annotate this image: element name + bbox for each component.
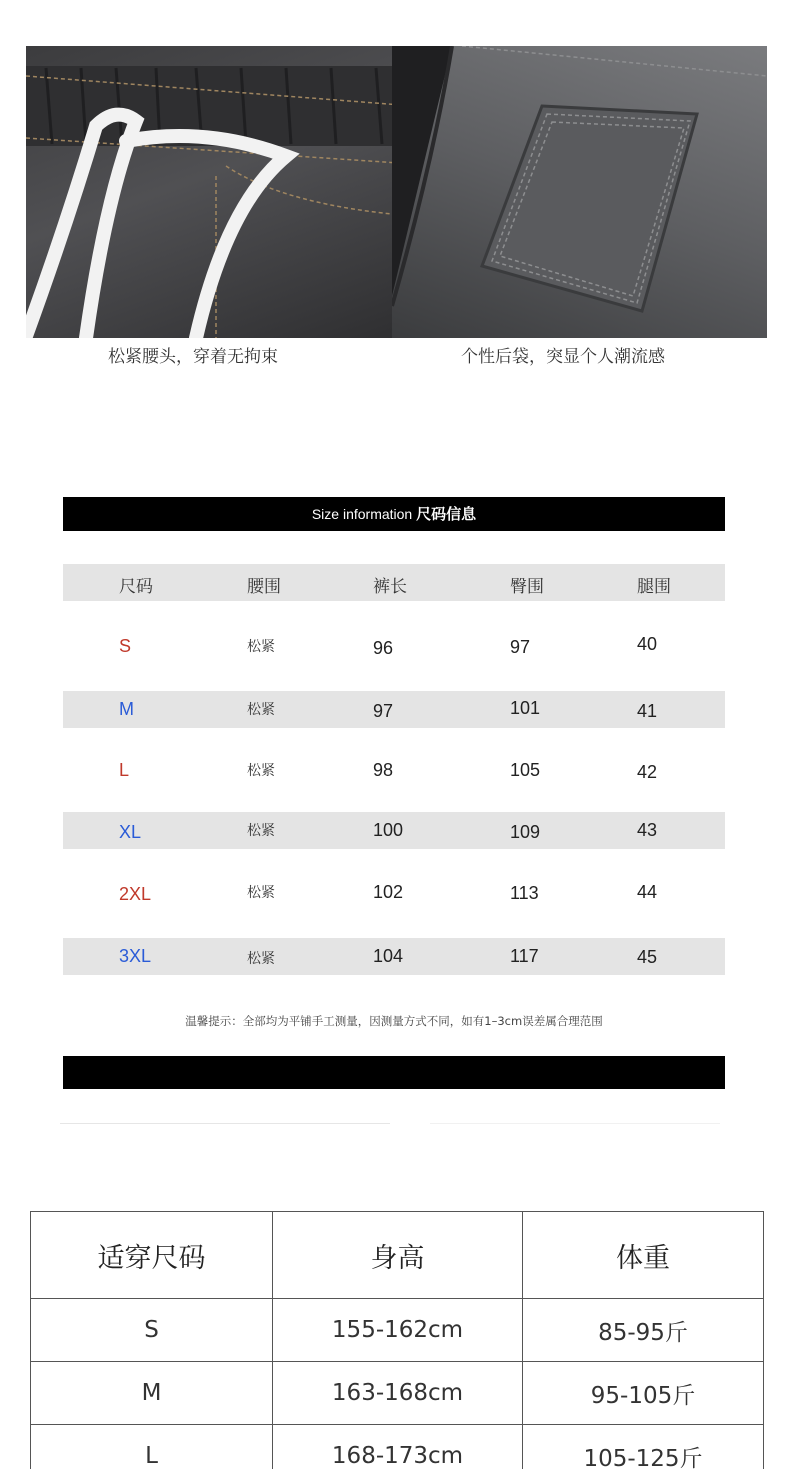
header-hip: 臀围 <box>510 577 544 597</box>
table-row <box>31 1425 764 1469</box>
waistband-photo <box>26 46 414 338</box>
waist-value: 松紧 <box>247 951 275 967</box>
fit-table <box>30 1211 764 1469</box>
size-label: M <box>119 699 134 719</box>
hip-value: 101 <box>510 698 541 718</box>
waist-value: 松紧 <box>247 763 275 779</box>
fit-weight: 105-125斤 <box>523 1425 764 1469</box>
size-info-header <box>63 497 725 531</box>
header-length: 裤长 <box>373 577 407 597</box>
fit-size: S <box>31 1299 273 1362</box>
fit-height: 163-168cm <box>273 1362 523 1425</box>
leg-value: 41 <box>637 701 658 721</box>
back-pocket-caption: 个性后袋，突显个人潮流感 <box>461 347 665 367</box>
leg-value: 42 <box>637 762 658 782</box>
leg-value: 44 <box>637 882 658 902</box>
waistband-caption: 松紧腰头，穿着无拘束 <box>108 347 278 367</box>
waist-value: 松紧 <box>247 639 275 655</box>
table-row <box>31 1362 764 1425</box>
header-height: 身高 <box>273 1212 523 1299</box>
leg-value: 40 <box>637 634 658 654</box>
fit-size: M <box>31 1362 273 1425</box>
waist-value: 松紧 <box>247 702 275 718</box>
size-table-header-row <box>63 564 725 601</box>
header-leg: 腿围 <box>637 577 671 597</box>
fit-weight: 95-105斤 <box>523 1362 764 1425</box>
size-label: 2XL <box>119 884 152 904</box>
size-info-title-en: Size information <box>311 506 413 522</box>
back-pocket-photo <box>392 46 767 338</box>
hip-value: 97 <box>510 637 531 657</box>
waist-value: 松紧 <box>247 823 275 839</box>
size-label: L <box>119 760 130 780</box>
length-value: 100 <box>373 820 404 840</box>
fit-table-header-row <box>31 1212 764 1299</box>
table-row <box>31 1299 764 1362</box>
header-fit-size: 适穿尺码 <box>31 1212 273 1299</box>
measurement-note: 温馨提示：全部均为平铺手工测量，因测量方式不同，如有1–3cm误差属合理范围 <box>185 1014 603 1028</box>
leg-value: 43 <box>637 820 658 840</box>
table-row <box>63 628 725 665</box>
table-row <box>63 812 725 849</box>
length-value: 96 <box>373 638 394 658</box>
header-waist: 腰围 <box>247 577 281 597</box>
fit-height: 155-162cm <box>273 1299 523 1362</box>
hip-value: 105 <box>510 760 541 780</box>
length-value: 104 <box>373 946 404 966</box>
leg-value: 45 <box>637 947 658 967</box>
hip-value: 109 <box>510 822 541 842</box>
waist-value: 松紧 <box>247 885 275 901</box>
size-label: XL <box>119 822 142 842</box>
header-size: 尺码 <box>119 577 153 597</box>
size-info-title-cn: 尺码信息 <box>416 505 477 523</box>
table-row <box>63 874 725 911</box>
length-value: 97 <box>373 701 394 721</box>
footer-bar <box>63 1056 725 1089</box>
hip-value: 113 <box>510 883 539 903</box>
size-label: 3XL <box>119 946 152 966</box>
length-value: 102 <box>373 882 404 902</box>
table-row <box>63 752 725 789</box>
table-row <box>63 691 725 728</box>
fit-size: L <box>31 1425 273 1469</box>
table-row <box>63 938 725 975</box>
size-label: S <box>119 636 132 656</box>
header-weight: 体重 <box>523 1212 764 1299</box>
divider <box>430 1123 720 1124</box>
fit-height: 168-173cm <box>273 1425 523 1469</box>
length-value: 98 <box>373 760 394 780</box>
hip-value: 117 <box>510 946 539 966</box>
divider <box>60 1123 390 1124</box>
fit-weight: 85-95斤 <box>523 1299 764 1362</box>
